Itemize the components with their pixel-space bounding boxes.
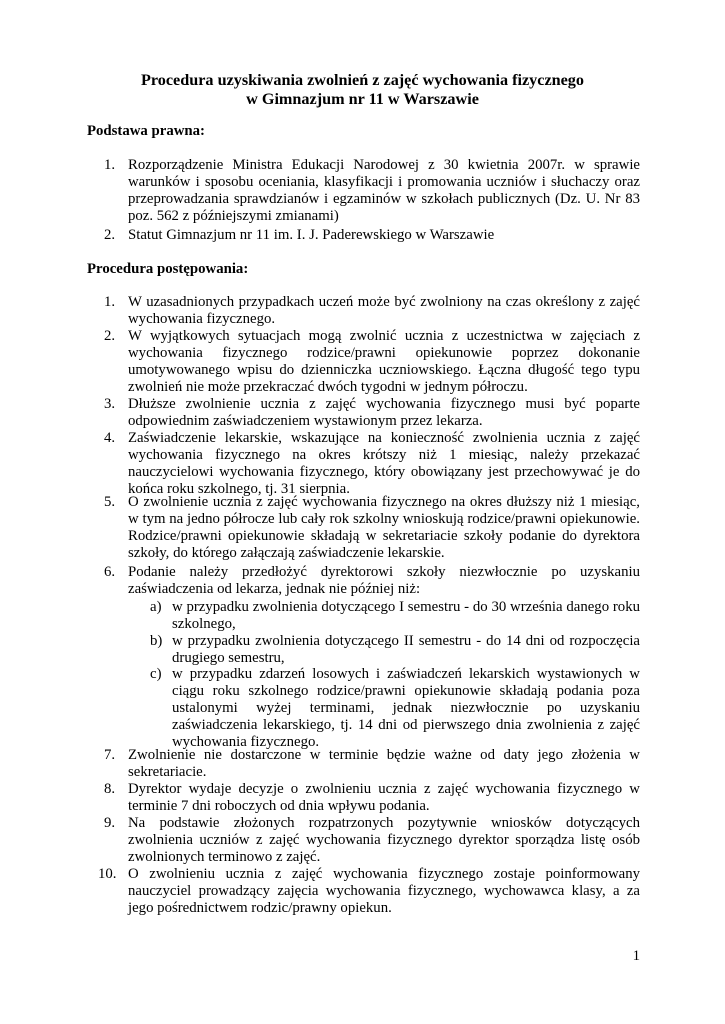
list-text: W uzasadnionych przypadkach uczeń może być zwolniony na czas określony z zajęć wychowania fizycznego. xyxy=(128,294,640,327)
list-number: 3. xyxy=(104,396,116,412)
list-text: Zwolnienie nie dostarczone w terminie będzie ważne od daty jego złożenia w sekretariacie. xyxy=(128,747,640,780)
list-number: 6. xyxy=(104,564,116,580)
sub-list-text: w przypadku zdarzeń losowych i zaświadczeń lekarskich wystawionych w ciągu roku szkolnego rodzice/prawni opiekunowie składają podania poza ustalonymi wyżej terminami, jednak niezwłocznie po uzyskaniu zaświadczenia lekarskiego, tj. 14 dni od pierwszego dnia zwolnienia z zajęć wychowania fizycznego. xyxy=(172,666,640,750)
sub-list-letter: a) xyxy=(150,599,162,615)
list-number: 2. xyxy=(104,227,116,243)
list-text: O zwolnienie ucznia z zajęć wychowania fizycznego na okres dłuższy niż 1 miesiąc, w tym na jedno półrocze lub cały rok szkolny wnioskują rodzice/prawni opiekunowie. Rodzice/prawni opiekunowie składają w sekretariacie szkoły podanie do dyrektora szkoły, do którego załączają zaświadczenie lekarskie. xyxy=(128,494,640,561)
list-text: O zwolnieniu ucznia z zajęć wychowania fizycznego zostaje poinformowany nauczyciel prowadzący zajęcia wychowania fizycznego, wychowawca klasy, a za jego pośrednictwem rodzic/prawny opiekun. xyxy=(128,866,640,916)
list-number: 8. xyxy=(104,781,116,797)
procedure-heading: Procedura postępowania: xyxy=(87,261,249,277)
sub-list-text: w przypadku zwolnienia dotyczącego II semestru - do 14 dni od rozpoczęcia drugiego semestru, xyxy=(172,633,640,666)
list-text: Zaświadczenie lekarskie, wskazujące na konieczność zwolnienia ucznia z zajęć wychowania fizycznego na okres krótszy niż 1 miesiąc, należy przekazać nauczycielowi wychowania fizycznego, który obowiązany jest przechowywać je do końca roku szkolnego, tj. 31 sierpnia. xyxy=(128,430,640,497)
list-number: 5. xyxy=(104,494,116,510)
list-text: Podanie należy przedłożyć dyrektorowi szkoły niezwłocznie po uzyskaniu zaświadczenia od lekarza, jednak nie później niż: xyxy=(128,564,640,597)
list-text: Rozporządzenie Ministra Edukacji Narodowej z 30 kwietnia 2007r. w sprawie warunków i sposobu oceniania, klasyfikacji i promowania uczniów i słuchaczy oraz przeprowadzania sprawdzianów i egzaminów w szkołach publicznych (Dz. U. Nr 83 poz. 562 z późniejszymi zmianami) xyxy=(128,157,640,224)
list-number: 1. xyxy=(104,157,116,173)
document-title-line-1: Procedura uzyskiwania zwolnień z zajęć wychowania fizycznego xyxy=(141,71,584,89)
list-number: 1. xyxy=(104,294,116,310)
list-number: 2. xyxy=(104,328,116,344)
list-number: 10. xyxy=(98,866,117,882)
sub-list-text: w przypadku zwolnienia dotyczącego I semestru - do 30 września danego roku szkolnego, xyxy=(172,599,640,632)
list-text: W wyjątkowych sytuacjach mogą zwolnić ucznia z uczestnictwa w zajęciach z wychowania fizycznego rodzice/prawni opiekunowie poprzez dokonanie umotywowanego wpisu do dzienniczka uczniowskiego. Łączna długość tego typu zwolnień nie może przekraczać dwóch tygodni w jednym półroczu. xyxy=(128,328,640,395)
list-text: Na podstawie złożonych rozpatrzonych pozytywnie wniosków dotyczących zwolnienia uczniów z zajęć wychowania fizycznego dyrektor sporządza listę osób zwolnionych terminowo z zajęć. xyxy=(128,815,640,865)
sub-list-letter: c) xyxy=(150,666,162,682)
page-number: 1 xyxy=(632,948,640,964)
list-number: 7. xyxy=(104,747,116,763)
list-number: 4. xyxy=(104,430,116,446)
list-text: Dłuższe zwolnienie ucznia z zajęć wychowania fizycznego musi być poparte odpowiednim zaświadczeniem wystawionym przez lekarza. xyxy=(128,396,640,429)
list-text: Dyrektor wydaje decyzje o zwolnieniu ucznia z zajęć wychowania fizycznego w terminie 7 dni roboczych od dnia wpływu podania. xyxy=(128,781,640,814)
document-title-line-2: w Gimnazjum nr 11 w Warszawie xyxy=(246,90,479,108)
sub-list-letter: b) xyxy=(150,633,163,649)
legal-basis-heading: Podstawa prawna: xyxy=(87,123,205,139)
list-number: 9. xyxy=(104,815,116,831)
list-text: Statut Gimnazjum nr 11 im. I. J. Paderewskiego w Warszawie xyxy=(128,227,495,243)
